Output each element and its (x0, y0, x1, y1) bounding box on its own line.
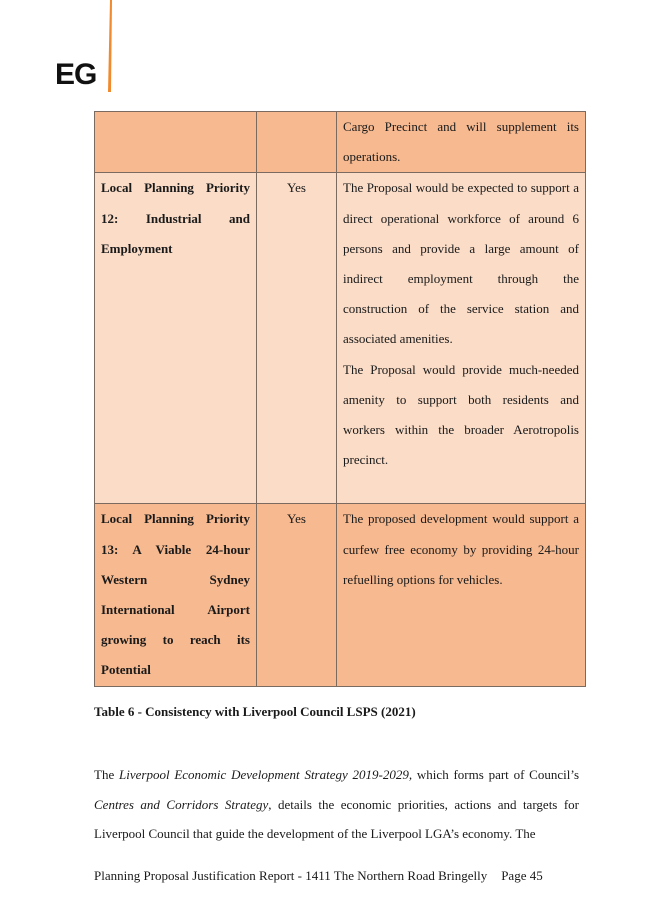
company-logo (55, 0, 125, 95)
page-footer (94, 868, 543, 884)
table-caption: Table 6 - Consistency with Liverpool Council LSPS (2021) (94, 704, 416, 719)
corridors-strategy-title: Centres and Corridors Strategy (94, 796, 269, 812)
comment-paragraph: The proposed development would support a curfew free economy by providing 24-hour refuelling options for vehicles. (343, 511, 579, 587)
priority-label: Local Planning Priority 12: Industrial and Employment (101, 180, 250, 256)
consistency-cell (257, 173, 337, 504)
comment-paragraph: The Proposal would be expected to support a direct operational workforce of around 6 persons and provide a large amount of indirect employment through the construction of the service station and associated amenities. (343, 180, 579, 347)
consistency-cell (257, 504, 337, 686)
strategy-title: Liverpool Economic Development Strategy 2019-2029, (119, 767, 413, 782)
priority-cell (95, 173, 257, 504)
priority-cell (95, 112, 257, 173)
page-number: Page 45 (501, 868, 543, 883)
table-row (95, 504, 586, 686)
comment-cell (337, 112, 586, 173)
consistency-cell (257, 112, 337, 173)
comment-cell (337, 504, 586, 686)
consistency-value: Yes (287, 180, 306, 196)
lsps-consistency-table (94, 111, 586, 687)
comment-cell (337, 173, 586, 504)
logo-text: EG (55, 58, 97, 91)
comment-paragraph: Cargo Precinct and will supplement its operations. (343, 119, 579, 165)
consistency-value: Yes (287, 511, 306, 527)
footer-report-title: Planning Proposal Justification Report - 1411 The Northern Road Bringelly (94, 868, 488, 883)
body-paragraph: The Liverpool Economic Development Strategy 2019-2029, which forms part of Council’s Centres and Corridors Strategy, details the economic priorities, actions and targets for Liverpool Council that guide the development of the Liverpool LGA’s economy. The (94, 767, 580, 841)
table-row (95, 173, 586, 504)
comment-paragraph: The Proposal would provide much-needed amenity to support both residents and workers within the broader Aerotropolis precinct. (343, 361, 579, 468)
priority-label: Local Planning Priority 13: A Viable 24-hour Western Sydney International Airport growing to reach its Potential (101, 511, 250, 678)
priority-cell (95, 504, 257, 686)
table-row (95, 112, 586, 173)
